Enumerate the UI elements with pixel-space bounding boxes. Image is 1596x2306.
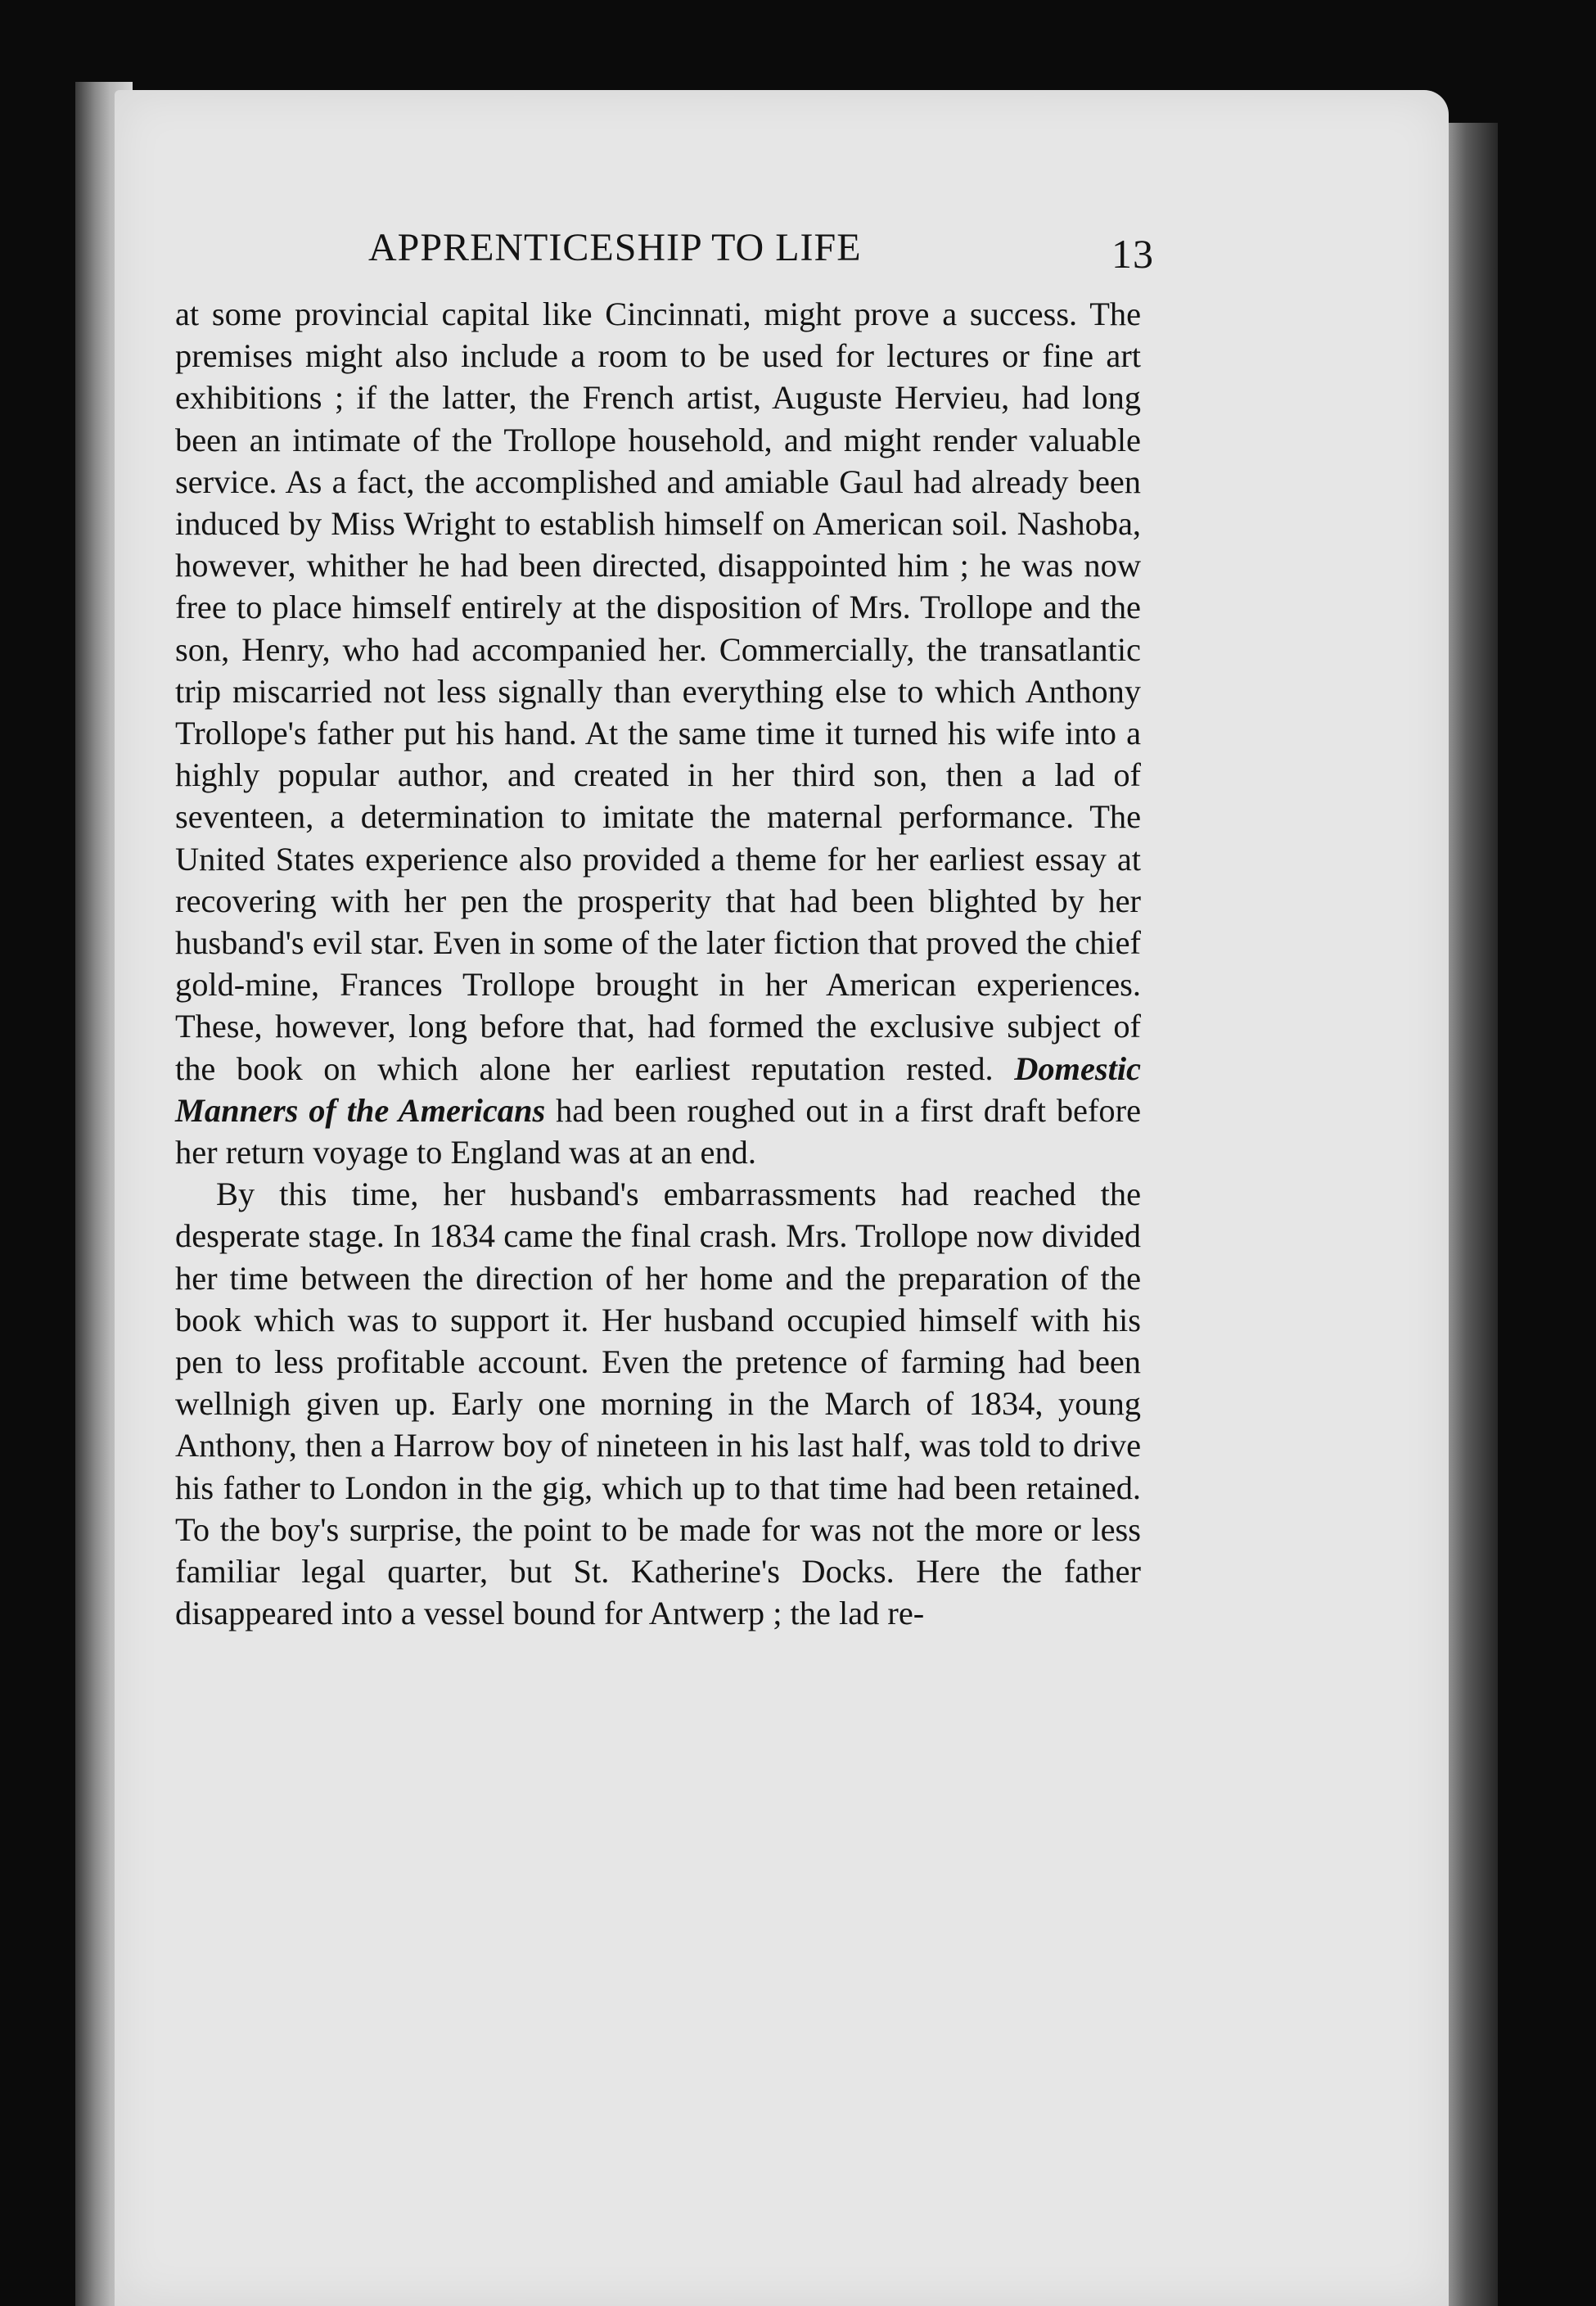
body-text (175, 293, 1141, 1635)
page-number: 13 (1111, 231, 1154, 277)
paragraph (175, 293, 1141, 1173)
paragraph-text: at some provincial capital like Cincinnati, might prove a success. The premises might also include a room to be used for lectures or fine art exhibitions ; if the latter, the French artist, Auguste Hervieu, had long been an intimate of the Trollope household, and might render valuable service. As a fact, the accomplished and amiable Gaul had already been induced by Miss Wright to establish himself on American soil. Nashoba, however, whither he had been directed, disappointed him ; he was now free to place himself entirely at the disposition of Mrs. Trollope and the son, Henry, who had accompanied her. Commercially, the transatlantic trip miscarried not less signally than everything else to which Anthony Trollope's father put his hand. At the same time it turned his wife into a highly popular author, and created in her third son, then a lad of seventeen, a determination to imitate the maternal performance. The United States experience also provided a theme for her earliest essay at recovering with her pen the prosperity that had been blighted by her husband's evil star. Even in some of the later fiction that proved the chief gold-mine, Frances Trollope brought in her American experiences. These, however, long before that, had formed the exclusive subject of the book on which alone her earliest reputation rested. (175, 296, 1141, 1087)
running-title: APPRENTICESHIP TO LIFE (368, 226, 862, 269)
running-head (368, 225, 1154, 282)
book-title-italic: Domestic Manners of the Americans (175, 1049, 1141, 1129)
paragraph-text: had been roughed out in a first draft before her return voyage to England was at an end. (175, 1091, 1141, 1171)
paragraph (175, 1173, 1141, 1634)
paragraph-text: By this time, her husband's embarrassments had reached the desperate stage. In 1834 came the final crash. Mrs. Trollope now divided her time between the direction of her home and the preparation of the book which was to support it. Her husband occupied himself with his pen to less profitable account. Even the pretence of farming had been wellnigh given up. Early one morning in the March of 1834, young Anthony, then a Harrow boy of nineteen in his last half, was told to drive his father to London in the gig, which up to that time had been retained. To the boy's surprise, the point to be made for was not the more or less familiar legal quarter, but St. Katherine's Docks. Here the father disappeared into a vessel bound for Antwerp ; the lad re- (175, 1176, 1141, 1632)
